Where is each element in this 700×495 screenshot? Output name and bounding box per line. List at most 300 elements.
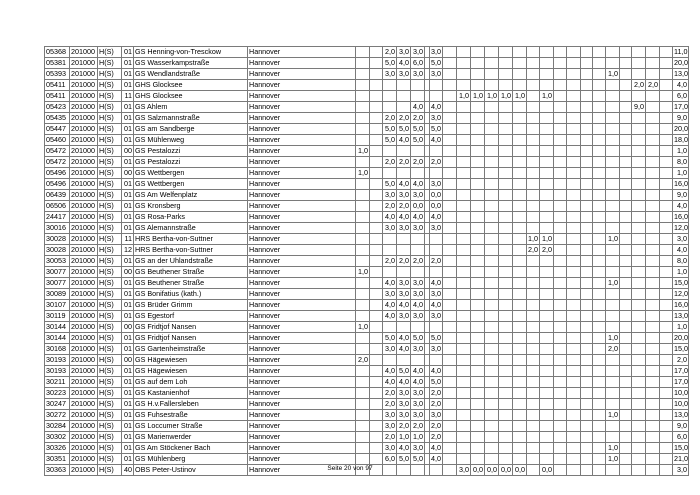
table-row xyxy=(45,267,689,278)
value-cell xyxy=(567,212,581,223)
value-cell xyxy=(660,289,673,300)
school-id-cell: 30077 xyxy=(45,278,70,289)
total-cell: 4,0 xyxy=(673,80,689,91)
value-cell xyxy=(370,333,383,344)
value-cell xyxy=(554,157,567,168)
value-cell xyxy=(356,91,370,102)
value-cell xyxy=(527,124,540,135)
value-cell: 3,0 xyxy=(431,179,441,188)
value-cell xyxy=(370,443,383,454)
value-cell xyxy=(513,366,527,377)
value-cell xyxy=(567,223,581,234)
value-cell xyxy=(540,168,554,179)
value-cell xyxy=(397,146,411,157)
value-cell: 1,0 xyxy=(356,322,370,333)
value-cell xyxy=(485,80,499,91)
value-cell xyxy=(527,267,540,278)
value-cell xyxy=(430,322,443,333)
value-cell xyxy=(646,69,660,80)
value-cell xyxy=(581,168,593,179)
value-cell xyxy=(457,377,471,388)
value-cell xyxy=(660,278,673,289)
value-cell xyxy=(499,58,513,69)
value-cell xyxy=(370,234,383,245)
value-cell xyxy=(397,80,411,91)
value-cell xyxy=(593,179,606,190)
value-cell xyxy=(567,190,581,201)
stage-cell: 01 xyxy=(122,179,134,190)
code-cell: 201000 xyxy=(70,344,98,355)
value-cell xyxy=(632,190,646,201)
value-cell xyxy=(540,179,554,190)
value-cell xyxy=(443,58,457,69)
value-cell xyxy=(485,344,499,355)
value-cell xyxy=(540,223,554,234)
value-cell xyxy=(527,179,540,190)
value-cell xyxy=(632,410,646,421)
value-cell xyxy=(485,355,499,366)
value-cell xyxy=(632,421,646,432)
value-cell: 3,0 xyxy=(383,443,397,454)
city-cell: Hannover xyxy=(248,421,356,432)
value-cell xyxy=(356,421,370,432)
value-cell xyxy=(513,355,527,366)
value-cell: 2,0 xyxy=(431,256,441,265)
code-cell: 201000 xyxy=(70,421,98,432)
value-cell xyxy=(443,366,457,377)
value-cell xyxy=(457,146,471,157)
value-cell xyxy=(356,344,370,355)
table-row xyxy=(45,399,689,410)
code-cell: 201000 xyxy=(70,410,98,421)
page-footer: Seite 20 von 97 xyxy=(327,465,373,472)
value-cell xyxy=(540,201,554,212)
school-name-cell: GS Alemannstraße xyxy=(134,223,248,234)
total-cell: 3,0 xyxy=(673,234,689,245)
value-cell xyxy=(567,355,581,366)
value-cell xyxy=(356,377,370,388)
value-cell xyxy=(513,234,527,245)
value-cell xyxy=(527,223,540,234)
value-cell: 2,0 xyxy=(431,399,441,408)
table-row xyxy=(45,124,689,135)
type-cell: H(S) xyxy=(98,146,122,157)
value-cell xyxy=(632,300,646,311)
value-cell xyxy=(370,124,383,135)
value-cell xyxy=(646,91,660,102)
type-cell: H(S) xyxy=(98,267,122,278)
value-cell: 2,0 xyxy=(383,201,397,212)
value-cell xyxy=(411,322,425,333)
value-cell: 2,0 xyxy=(356,355,370,366)
stage-cell: 01 xyxy=(122,69,134,80)
value-cell xyxy=(383,322,397,333)
value-cell xyxy=(370,377,383,388)
school-name-cell: GS Wettbergen xyxy=(134,168,248,179)
value-cell xyxy=(567,102,581,113)
value-cell xyxy=(593,300,606,311)
type-cell: H(S) xyxy=(98,399,122,410)
value-cell xyxy=(632,388,646,399)
value-cell: 3,0 xyxy=(383,69,397,80)
value-cell xyxy=(632,344,646,355)
school-name-cell: GS Wasserkampstraße xyxy=(134,58,248,69)
total-cell: 15,0 xyxy=(674,344,688,353)
code-cell: 201000 xyxy=(70,377,98,388)
total-cell: 20,0 xyxy=(674,58,688,67)
city-cell: Hannover xyxy=(248,69,356,80)
value-cell xyxy=(620,454,632,465)
value-cell xyxy=(620,366,632,377)
value-cell xyxy=(370,102,383,113)
value-cell: 3,0 xyxy=(431,311,441,320)
value-cell: 4,0 xyxy=(383,377,397,388)
school-name-cell: GS Loccumer Straße xyxy=(134,421,248,432)
table-row xyxy=(45,201,689,212)
value-cell xyxy=(485,245,499,256)
value-cell xyxy=(581,432,593,443)
value-cell xyxy=(513,245,527,256)
school-id-cell: 30272 xyxy=(45,410,70,421)
type-cell: H(S) xyxy=(98,157,122,168)
value-cell: 3,0 xyxy=(397,289,411,300)
value-cell xyxy=(554,124,567,135)
value-cell xyxy=(370,91,383,102)
value-cell xyxy=(632,377,646,388)
total-cell: 15,0 xyxy=(674,443,688,452)
value-cell xyxy=(383,80,397,91)
value-cell xyxy=(356,212,370,223)
value-cell xyxy=(632,168,646,179)
value-cell xyxy=(457,135,471,146)
value-cell xyxy=(593,245,606,256)
value-cell xyxy=(443,410,457,421)
value-cell: 4,0 xyxy=(383,300,397,311)
value-cell: 3,0 xyxy=(397,69,411,80)
school-name-cell: GS Am Stöckener Bach xyxy=(134,443,248,454)
value-cell xyxy=(593,113,606,124)
value-cell xyxy=(430,355,443,366)
value-cell xyxy=(646,366,660,377)
value-cell: 1,0 xyxy=(499,91,513,102)
value-cell xyxy=(606,399,620,410)
stage-cell: 01 xyxy=(122,157,134,168)
value-cell xyxy=(581,179,593,190)
value-cell xyxy=(485,289,499,300)
value-cell xyxy=(471,388,485,399)
code-cell: 201000 xyxy=(70,388,98,399)
school-id-cell: 30223 xyxy=(45,388,70,399)
value-cell: 3,0 xyxy=(397,190,411,201)
value-cell xyxy=(443,454,457,465)
value-cell xyxy=(606,322,620,333)
value-cell xyxy=(660,399,673,410)
value-cell xyxy=(593,234,606,245)
value-cell xyxy=(593,311,606,322)
school-id-cell: 24417 xyxy=(45,212,70,223)
value-cell xyxy=(581,289,593,300)
value-cell xyxy=(457,124,471,135)
value-cell xyxy=(660,344,673,355)
city-cell: Hannover xyxy=(248,443,356,454)
school-id-cell: 30119 xyxy=(45,311,70,322)
value-cell xyxy=(397,234,411,245)
value-cell xyxy=(646,322,660,333)
school-id-cell: 05496 xyxy=(45,179,70,190)
value-cell xyxy=(581,443,593,454)
value-cell xyxy=(606,113,620,124)
value-cell xyxy=(527,366,540,377)
value-cell xyxy=(457,201,471,212)
value-cell xyxy=(540,124,554,135)
value-cell xyxy=(527,91,540,102)
code-cell: 201000 xyxy=(70,80,98,91)
code-cell: 201000 xyxy=(70,333,98,344)
value-cell xyxy=(513,311,527,322)
type-cell: H(S) xyxy=(98,344,122,355)
value-cell xyxy=(513,201,527,212)
value-cell xyxy=(581,366,593,377)
value-cell xyxy=(646,58,660,69)
value-cell xyxy=(513,124,527,135)
value-cell xyxy=(593,223,606,234)
value-cell xyxy=(620,311,632,322)
city-cell: Hannover xyxy=(248,311,356,322)
type-cell: H(S) xyxy=(98,190,122,201)
school-name-cell: GS Wettbergen xyxy=(134,179,248,190)
value-cell: 5,0 xyxy=(383,333,397,344)
value-cell xyxy=(443,344,457,355)
value-cell: 1,0 xyxy=(540,234,554,245)
value-cell xyxy=(443,256,457,267)
value-cell xyxy=(471,135,485,146)
total-cell: 9,0 xyxy=(673,190,689,201)
value-cell xyxy=(513,47,527,58)
school-name-cell: GS Egestorf xyxy=(134,311,248,322)
city-cell: Hannover xyxy=(248,322,356,333)
value-cell xyxy=(581,113,593,124)
value-cell xyxy=(581,234,593,245)
value-cell xyxy=(660,223,673,234)
value-cell xyxy=(443,234,457,245)
value-cell xyxy=(411,234,425,245)
value-cell xyxy=(499,443,513,454)
type-cell: H(S) xyxy=(98,91,122,102)
value-cell xyxy=(527,47,540,58)
school-name-cell: GS auf dem Loh xyxy=(134,377,248,388)
value-cell xyxy=(620,278,632,289)
value-cell xyxy=(632,113,646,124)
value-cell xyxy=(593,377,606,388)
stage-cell: 12 xyxy=(122,245,134,256)
value-cell xyxy=(499,366,513,377)
value-cell xyxy=(606,245,620,256)
value-cell xyxy=(471,410,485,421)
value-cell xyxy=(457,256,471,267)
value-cell: 2,0 xyxy=(528,245,538,254)
stage-cell: 01 xyxy=(122,190,134,201)
city-cell: Hannover xyxy=(248,234,356,245)
value-cell xyxy=(567,124,581,135)
value-cell: 4,0 xyxy=(431,212,441,221)
value-cell xyxy=(646,454,660,465)
value-cell xyxy=(646,234,660,245)
value-cell xyxy=(527,333,540,344)
value-cell: 3,0 xyxy=(457,465,471,476)
total-cell: 1,0 xyxy=(673,267,689,278)
code-cell: 201000 xyxy=(70,223,98,234)
value-cell: 1,0 xyxy=(411,432,425,443)
value-cell xyxy=(485,47,499,58)
value-cell xyxy=(632,91,646,102)
value-cell: 4,0 xyxy=(383,278,397,289)
value-cell xyxy=(660,267,673,278)
value-cell xyxy=(471,322,485,333)
value-cell xyxy=(485,267,499,278)
school-id-cell: 30351 xyxy=(45,454,70,465)
value-cell xyxy=(632,47,646,58)
value-cell xyxy=(567,399,581,410)
stage-cell: 00 xyxy=(122,146,134,157)
value-cell xyxy=(513,58,527,69)
value-cell: 2,0 xyxy=(606,344,620,355)
value-cell xyxy=(646,377,660,388)
value-cell xyxy=(471,355,485,366)
value-cell xyxy=(383,267,397,278)
code-cell: 201000 xyxy=(70,432,98,443)
value-cell xyxy=(646,388,660,399)
value-cell xyxy=(581,333,593,344)
value-cell xyxy=(581,212,593,223)
value-cell xyxy=(485,179,499,190)
value-cell xyxy=(471,278,485,289)
table-row xyxy=(45,102,689,113)
value-cell xyxy=(554,135,567,146)
stage-cell: 40 xyxy=(122,465,134,476)
value-cell xyxy=(660,432,673,443)
code-cell: 201000 xyxy=(70,454,98,465)
value-cell xyxy=(370,168,383,179)
value-cell: 4,0 xyxy=(431,102,441,111)
value-cell xyxy=(620,300,632,311)
stage-cell: 01 xyxy=(122,399,134,410)
value-cell xyxy=(646,146,660,157)
value-cell xyxy=(540,322,554,333)
value-cell xyxy=(513,300,527,311)
value-cell xyxy=(540,113,554,124)
value-cell xyxy=(383,234,397,245)
value-cell xyxy=(513,399,527,410)
school-name-cell: GS Beuthener Straße xyxy=(134,267,248,278)
value-cell xyxy=(471,399,485,410)
value-cell: 5,0 xyxy=(411,124,425,135)
value-cell xyxy=(443,388,457,399)
type-cell: H(S) xyxy=(98,179,122,190)
value-cell: 4,0 xyxy=(383,311,397,322)
value-cell xyxy=(554,146,567,157)
school-id-cell: 30028 xyxy=(45,234,70,245)
table-row xyxy=(45,432,689,443)
value-cell xyxy=(660,47,673,58)
value-cell xyxy=(370,344,383,355)
value-cell xyxy=(471,443,485,454)
value-cell xyxy=(443,432,457,443)
value-cell xyxy=(554,212,567,223)
value-cell: 0,0 xyxy=(471,465,485,476)
value-cell xyxy=(356,432,370,443)
school-name-cell: GS Gartenheimstraße xyxy=(134,344,248,355)
value-cell xyxy=(660,300,673,311)
value-cell: 1,0 xyxy=(540,91,554,102)
total-cell: 6,0 xyxy=(673,91,689,102)
value-cell: 2,0 xyxy=(540,245,554,256)
value-cell xyxy=(620,333,632,344)
value-cell xyxy=(581,454,593,465)
type-cell: H(S) xyxy=(98,102,122,113)
school-name-cell: GS an der Uhlandstraße xyxy=(134,256,248,267)
code-cell: 201000 xyxy=(70,91,98,102)
code-cell: 201000 xyxy=(70,102,98,113)
city-cell: Hannover xyxy=(248,289,356,300)
value-cell xyxy=(485,399,499,410)
value-cell xyxy=(356,388,370,399)
value-cell: 3,0 xyxy=(383,344,397,355)
value-cell xyxy=(370,47,383,58)
stage-cell: 01 xyxy=(122,377,134,388)
value-cell xyxy=(567,333,581,344)
value-cell xyxy=(646,245,660,256)
value-cell xyxy=(383,146,397,157)
value-cell: 4,0 xyxy=(411,179,425,190)
value-cell xyxy=(499,157,513,168)
value-cell: 6,0 xyxy=(383,454,397,465)
value-cell xyxy=(370,399,383,410)
school-name-cell: GS Hägewiesen xyxy=(134,366,248,377)
value-cell xyxy=(471,223,485,234)
school-name-cell: GS Pestalozzi xyxy=(134,157,248,168)
value-cell xyxy=(527,168,540,179)
value-cell: 5,0 xyxy=(431,377,441,386)
value-cell xyxy=(499,322,513,333)
value-cell xyxy=(581,278,593,289)
value-cell xyxy=(471,190,485,201)
value-cell: 2,0 xyxy=(383,157,397,168)
value-cell xyxy=(620,179,632,190)
school-name-cell: HRS Bertha-von-Suttner xyxy=(134,234,248,245)
value-cell xyxy=(540,388,554,399)
value-cell xyxy=(646,421,660,432)
table-row xyxy=(45,289,689,300)
value-cell xyxy=(660,212,673,223)
value-cell xyxy=(485,333,499,344)
type-cell: H(S) xyxy=(98,300,122,311)
value-cell xyxy=(632,223,646,234)
value-cell xyxy=(593,256,606,267)
value-cell xyxy=(620,432,632,443)
city-cell: Hannover xyxy=(248,102,356,113)
value-cell xyxy=(457,234,471,245)
value-cell xyxy=(513,69,527,80)
value-cell xyxy=(620,256,632,267)
value-cell xyxy=(457,454,471,465)
value-cell xyxy=(356,58,370,69)
value-cell xyxy=(527,300,540,311)
value-cell xyxy=(471,146,485,157)
value-cell xyxy=(540,212,554,223)
value-cell: 4,0 xyxy=(397,300,411,311)
value-cell xyxy=(620,135,632,146)
value-cell xyxy=(356,278,370,289)
